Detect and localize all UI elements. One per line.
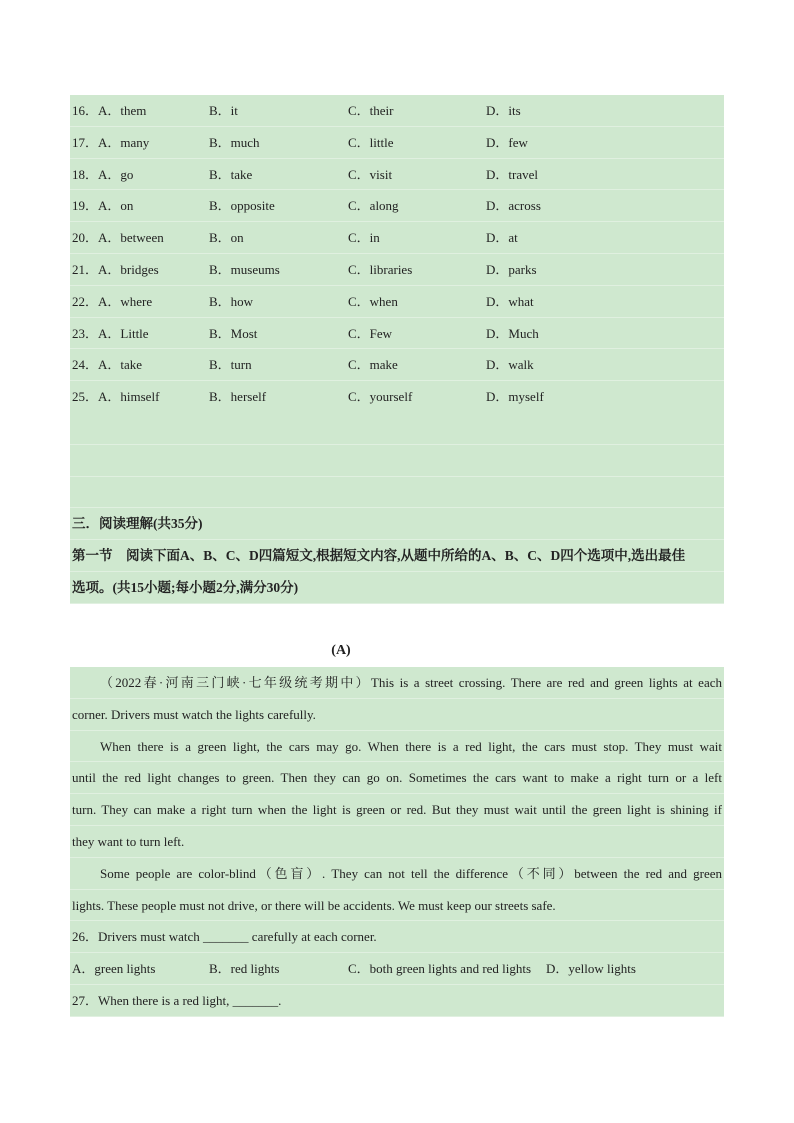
option-c[interactable]: C．in xyxy=(348,230,380,246)
question-row xyxy=(70,286,724,318)
blank-row xyxy=(70,413,724,445)
passage-line: turn. They can make a right turn when the light is green or red. But they must wait until the green light is shining if xyxy=(70,794,724,826)
option-a[interactable]: A．green lights xyxy=(72,961,156,977)
passage-label: (A) xyxy=(331,643,351,658)
question-number: 21． xyxy=(72,261,99,277)
question-row xyxy=(70,318,724,350)
passage-line: until the red light changes to green. Then they can go on. Sometimes the cars want to make a right turn or a left xyxy=(70,762,724,794)
question-number: 17． xyxy=(72,134,99,150)
question-row xyxy=(70,222,724,254)
options-block xyxy=(70,95,724,603)
option-c[interactable]: C．little xyxy=(348,134,394,150)
option-b[interactable]: B．herself xyxy=(209,389,267,405)
option-a[interactable]: A．himself xyxy=(98,389,160,405)
option-a[interactable]: A．bridges xyxy=(98,261,159,277)
option-d[interactable]: D．few xyxy=(486,134,528,150)
question-number-and-option-a[interactable] xyxy=(72,381,159,412)
question-row xyxy=(70,95,724,127)
option-c[interactable]: C．yourself xyxy=(348,389,413,405)
question-number-and-option-a[interactable] xyxy=(72,127,149,158)
question-row xyxy=(70,127,724,159)
option-b[interactable]: B．museums xyxy=(209,261,280,277)
question-number-and-option-a[interactable] xyxy=(72,222,164,253)
question-number-and-option-a[interactable] xyxy=(72,159,133,190)
passage-line: lights. These people must not drive, or there will be accidents. We must keep our streets safe. xyxy=(70,890,724,922)
question-number: 25． xyxy=(72,389,99,405)
option-b[interactable]: B．how xyxy=(209,293,254,309)
passage-line: corner. Drivers must watch the lights carefully. xyxy=(70,699,724,731)
option-c[interactable]: C．Few xyxy=(348,325,393,341)
option-b[interactable]: B．on xyxy=(209,230,244,246)
option-c[interactable]: C．along xyxy=(348,198,399,214)
section-instruction-line1: 第一节 阅读下面A、B、C、D四篇短文,根据短文内容,从题中所给的A、B、C、D四个选项中,选出最佳 xyxy=(70,540,724,572)
option-b[interactable]: B．much xyxy=(209,134,260,150)
question-26-options xyxy=(70,953,724,985)
question-number-and-option-a[interactable] xyxy=(72,349,142,380)
option-d[interactable]: D．parks xyxy=(486,261,537,277)
passage-line: they want to turn left. xyxy=(70,826,724,858)
question-row xyxy=(70,159,724,191)
option-b[interactable]: B．turn xyxy=(209,357,252,373)
option-d[interactable]: D．across xyxy=(486,198,541,214)
passage-line: When there is a green light, the cars may go. When there is a red light, the cars must stop. They must wait xyxy=(70,731,724,763)
option-d[interactable]: D．travel xyxy=(486,166,538,182)
option-d[interactable]: D．what xyxy=(486,293,534,309)
question-number: 22． xyxy=(72,293,99,309)
option-a[interactable]: A．Little xyxy=(98,325,149,341)
question-number-and-option-a[interactable] xyxy=(72,286,152,317)
option-b[interactable]: B．red lights xyxy=(209,961,280,977)
option-c[interactable]: C．their xyxy=(348,103,394,118)
option-d[interactable]: D．yellow lights xyxy=(546,961,636,977)
option-c[interactable]: C．visit xyxy=(348,166,393,182)
option-a[interactable]: A．take xyxy=(98,357,143,373)
option-a[interactable]: A．on xyxy=(98,198,134,214)
question-number: 19． xyxy=(72,198,99,214)
blank-row xyxy=(70,445,724,477)
question-number: 23． xyxy=(72,325,99,341)
option-d[interactable]: D．myself xyxy=(486,389,544,405)
option-a[interactable]: A．go xyxy=(98,166,134,182)
question-26-stem: 26．Drivers must watch _______ carefully at each corner. xyxy=(70,921,724,953)
blank-row xyxy=(70,477,724,509)
option-b[interactable]: B．take xyxy=(209,166,253,182)
option-c[interactable]: C．make xyxy=(348,357,398,373)
option-b[interactable]: B．opposite xyxy=(209,198,275,214)
passage-line: （2022春·河南三门峡·七年级统考期中）This is a street crossing. There are red and green lights at each xyxy=(70,667,724,699)
question-number: 20． xyxy=(72,230,99,246)
question-number-and-option-a[interactable] xyxy=(72,190,133,221)
option-d[interactable]: D．Much xyxy=(486,325,539,341)
passage-block xyxy=(70,667,724,1017)
option-a[interactable]: A．them xyxy=(98,103,147,118)
option-a[interactable]: A．many xyxy=(98,134,150,150)
option-a[interactable]: A．where xyxy=(98,293,153,309)
option-d[interactable]: D．at xyxy=(486,230,518,246)
option-c[interactable]: C．when xyxy=(348,293,398,309)
question-row xyxy=(70,254,724,286)
question-row xyxy=(70,381,724,413)
question-27-stem: 27．When there is a red light, _______. xyxy=(70,985,724,1017)
option-d[interactable]: D．walk xyxy=(486,357,534,373)
question-row xyxy=(70,349,724,381)
passage-line: Some people are color-blind（色盲）. They can not tell the difference（不同）between the red and green xyxy=(70,858,724,890)
option-b[interactable]: B．Most xyxy=(209,325,258,341)
option-a[interactable]: A．between xyxy=(98,230,164,246)
option-b[interactable]: B．it xyxy=(209,103,238,118)
question-number: 24． xyxy=(72,357,99,373)
option-c[interactable]: C．both green lights and red lights xyxy=(348,961,532,977)
question-number-and-option-a[interactable] xyxy=(72,95,146,126)
question-number-and-option-a[interactable] xyxy=(72,318,149,349)
option-c[interactable]: C．libraries xyxy=(348,261,413,277)
question-row xyxy=(70,190,724,222)
question-number: 16． xyxy=(72,103,99,118)
section-instruction-line2: 选项。(共15小题;每小题2分,满分30分) xyxy=(70,572,724,604)
section-heading: 三．阅读理解(共35分) xyxy=(70,508,724,540)
question-number-and-option-a[interactable] xyxy=(72,254,159,285)
option-d[interactable]: D．its xyxy=(486,103,521,118)
question-number: 18． xyxy=(72,166,99,182)
